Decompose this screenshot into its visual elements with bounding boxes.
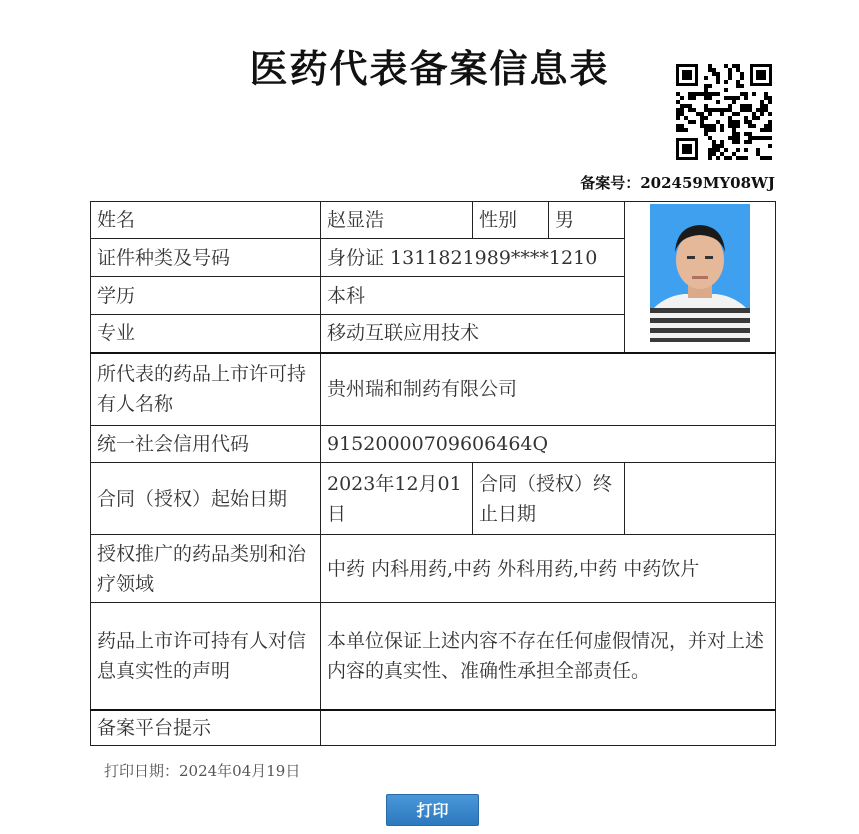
- qr-code: [676, 64, 772, 160]
- row-contract-dates: [91, 463, 776, 535]
- row-mah: [91, 353, 776, 426]
- gender-label: 性别: [473, 202, 549, 239]
- page-title: 医药代表备案信息表: [249, 46, 610, 91]
- credit-code-label: 统一社会信用代码: [91, 426, 321, 463]
- row-declaration: [91, 603, 776, 710]
- avatar: [650, 204, 750, 342]
- row-credit-code: [91, 426, 776, 463]
- credit-code-value: 91520000709606464Q: [321, 426, 776, 463]
- print-button[interactable]: 打印: [386, 794, 479, 826]
- name-value: 赵显浩: [321, 202, 473, 239]
- name-label: 姓名: [91, 202, 321, 239]
- declaration-value: 本单位保证上述内容不存在任何虚假情况，并对上述内容的真实性、准确性承担全部责任。: [321, 603, 776, 710]
- mah-value: 贵州瑞和制药有限公司: [321, 353, 776, 426]
- print-date: 打印日期：2024年04月19日: [104, 762, 301, 780]
- info-table: [90, 201, 776, 746]
- major-label: 专业: [91, 315, 321, 353]
- row-category: [91, 535, 776, 603]
- start-date-label: 合同（授权）起始日期: [91, 463, 321, 535]
- mah-label: 所代表的药品上市许可持有人名称: [91, 353, 321, 426]
- start-date-value: 2023年12月01日: [321, 463, 473, 535]
- photo-cell: [625, 202, 776, 353]
- record-number: 备案号：202459MY08WJ: [580, 174, 775, 192]
- gender-value: 男: [549, 202, 625, 239]
- platform-value: [321, 710, 776, 746]
- education-value: 本科: [321, 277, 625, 315]
- declaration-label: 药品上市许可持有人对信息真实性的声明: [91, 603, 321, 710]
- end-date-label: 合同（授权）终止日期: [473, 463, 625, 535]
- category-label: 授权推广的药品类别和治疗领域: [91, 535, 321, 603]
- end-date-value: [625, 463, 776, 535]
- major-value: 移动互联应用技术: [321, 315, 625, 353]
- platform-label: 备案平台提示: [91, 710, 321, 746]
- row-name: [91, 202, 776, 239]
- row-platform: [91, 710, 776, 746]
- id-value: 身份证 1311821989****1210: [321, 239, 625, 277]
- education-label: 学历: [91, 277, 321, 315]
- id-label: 证件种类及号码: [91, 239, 321, 277]
- category-value: 中药 内科用药,中药 外科用药,中药 中药饮片: [321, 535, 776, 603]
